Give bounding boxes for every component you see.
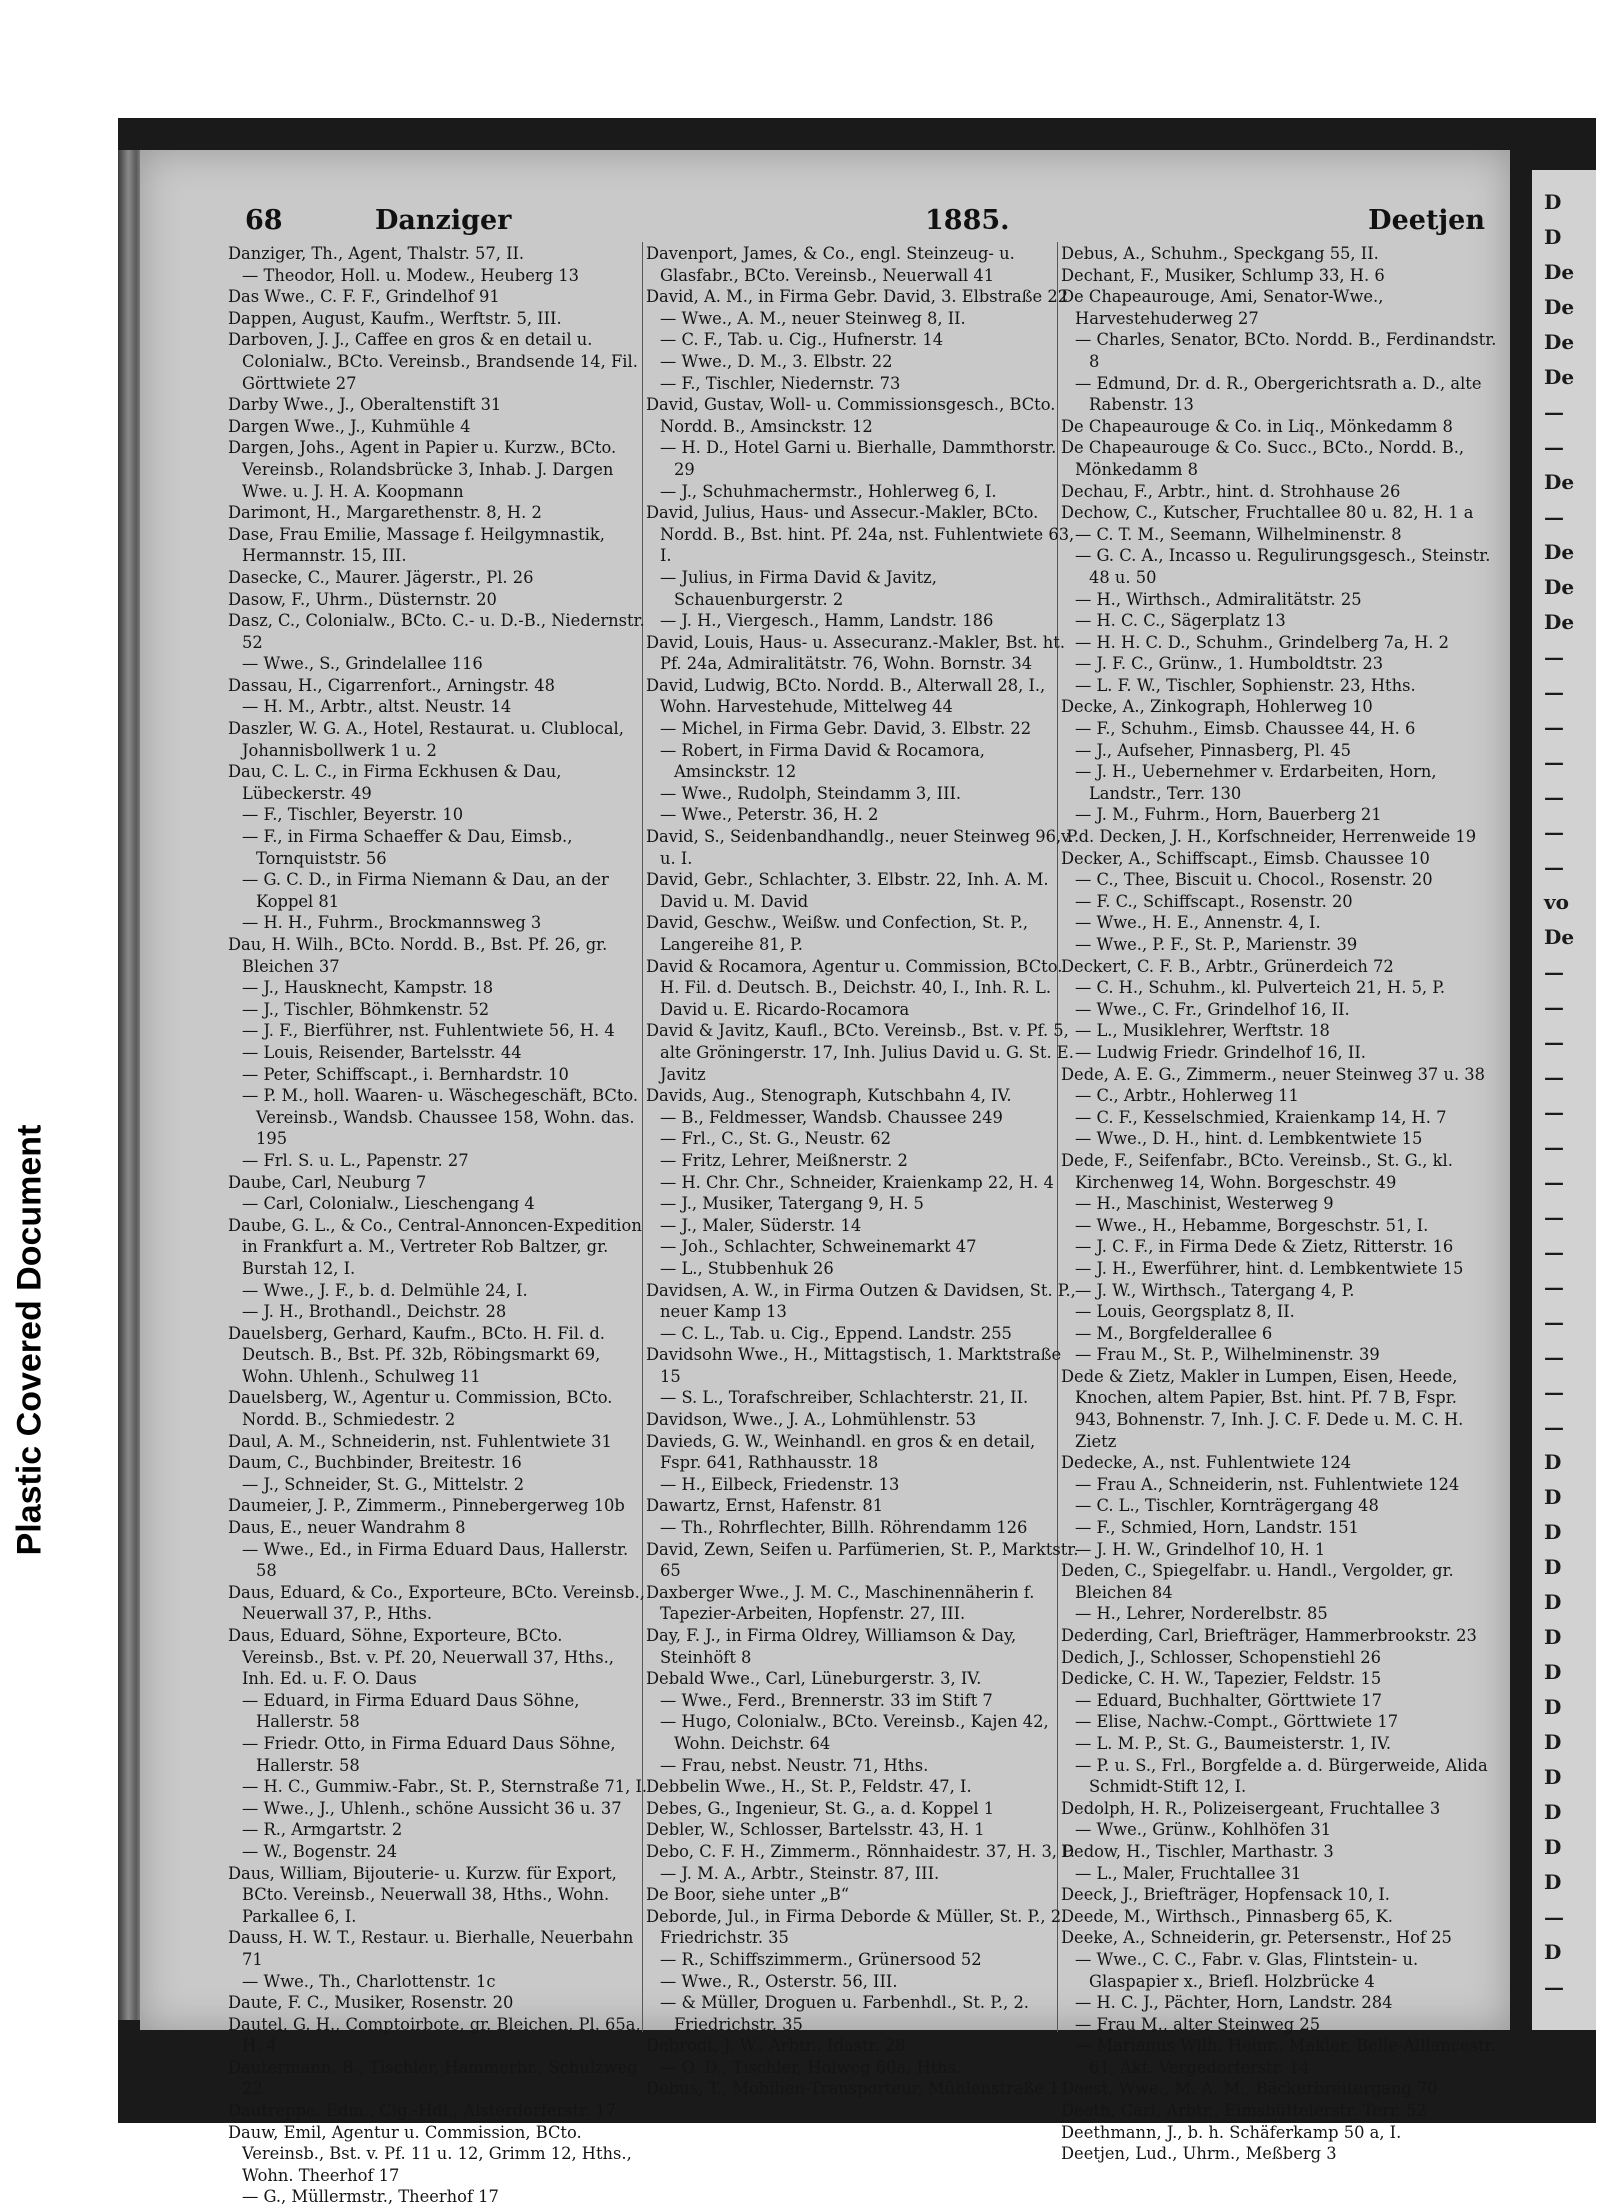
directory-entry: — Eduard, Buchhalter, Görttwiete 17 <box>1075 1690 1383 1710</box>
next-page-fragment: D <box>1544 1485 1562 1509</box>
next-page-fragment: vo <box>1544 890 1569 914</box>
directory-entry: — J. C. F., in Firma Dede & Zietz, Ritterstr. 16 <box>1075 1237 1454 1257</box>
directory-entry: — Wwe., P. F., St. P., Marienstr. 39 <box>1075 935 1358 954</box>
directory-entry: — Marianus Wilh. Heinr., Makler, Belle-Alliancestr. 61, Akt. Vergedorferstr. 14 <box>1075 2036 1496 2077</box>
directory-entry: — B., Feldmesser, Wandsb. Chaussee 249 <box>660 1107 1003 1127</box>
directory-entry: — J., Musiker, Tatergang 9, H. 5 <box>660 1194 924 1214</box>
directory-entry: — Wwe., Rudolph, Steindamm 3, III. <box>660 783 962 803</box>
directory-entry: Daul, A. M., Schneiderin, nst. Fuhlentwiete 31 <box>228 1431 612 1451</box>
next-page-fragment: — <box>1544 1905 1564 1929</box>
directory-entry: Daus, William, Bijouterie- u. Kurzw. für Export, BCto. Vereinsb., Neuerwall 38, Hths., Wohn. Parkallee 6, I. <box>228 1863 617 1926</box>
directory-column-3 <box>1061 243 1497 2165</box>
directory-entry: Davieds, G. W., Weinhandl. en gros & en detail, Fspr. 641, Rathhausstr. 18 <box>646 1431 1036 1473</box>
directory-entry: — Louis, Reisender, Bartelsstr. 44 <box>242 1042 522 1062</box>
directory-entry: — G., Müllermstr., Theerhof 17 <box>242 2187 499 2207</box>
directory-entry: — Wwe., Th., Charlottenstr. 1c <box>242 1971 496 1991</box>
directory-entry: — F. C., Schiffscapt., Rosenstr. 20 <box>1075 891 1353 911</box>
directory-entry: — H., Maschinist, Westerweg 9 <box>1075 1194 1334 1214</box>
directory-entry: — L., Maler, Fruchtallee 31 <box>1075 1863 1302 1883</box>
directory-entry: — Wwe., Peterstr. 36, H. 2 <box>660 805 879 825</box>
directory-entry: — F., Schmied, Horn, Landstr. 151 <box>1075 1518 1359 1538</box>
directory-entry: Debes, G., Ingenieur, St. G., a. d. Koppel 1 <box>646 1798 995 1818</box>
directory-entry: Day, F. J., in Firma Oldrey, Williamson & Day, Steinhöft 8 <box>646 1626 1017 1667</box>
directory-entry: — H. Chr. Chr., Schneider, Kraienkamp 22, H. 4 <box>660 1172 1054 1192</box>
directory-entry: — M., Borgfelderallee 6 <box>1075 1323 1273 1343</box>
header-year: 1885. <box>925 205 1010 236</box>
directory-entry: — J., Tischler, Böhmkenstr. 52 <box>242 999 490 1019</box>
next-page-fragment: D <box>1544 1730 1562 1754</box>
directory-entry: — Frau M., alter Steinweg 25 <box>1075 2014 1321 2034</box>
directory-entry: Dassau, H., Cigarrenfort., Arningstr. 48 <box>228 675 555 695</box>
directory-entry: — H. H. C. D., Schuhm., Grindelberg 7a, H. 2 <box>1075 632 1449 652</box>
directory-entry: Dechow, C., Kutscher, Fruchtallee 80 u. 82, H. 1 a <box>1061 503 1474 523</box>
directory-entry: — Wwe., C. C., Fabr. v. Glas, Flintstein- u. Glaspapier x., Briefl. Holzbrücke 4 <box>1075 1949 1419 1991</box>
directory-entry: Dasow, F., Uhrm., Düsternstr. 20 <box>228 589 497 609</box>
directory-entry: Daus, Eduard, Söhne, Exporteure, BCto. Vereinsb., Bst. v. Pf. 20, Neuerwall 37, Hths., Inh. Ed. u. F. O. Daus <box>228 1626 614 1689</box>
directory-entry: Deetjen, Lud., Uhrm., Meßberg 3 <box>1061 2144 1337 2164</box>
directory-entry: Dechant, F., Musiker, Schlump 33, H. 6 <box>1061 265 1385 285</box>
directory-entry: Dasecke, C., Maurer. Jägerstr., Pl. 26 <box>228 567 534 587</box>
next-page-fragment: D <box>1544 1870 1562 1894</box>
directory-entry: Dautel, G. H., Comptoirbote, gr. Bleichen, Pl. 65a, H. 4 <box>228 2014 641 2056</box>
directory-entry: — J., Hausknecht, Kampstr. 18 <box>242 978 494 998</box>
directory-entry: Deeke, A., Schneiderin, gr. Petersenstr., Hof 25 <box>1061 1928 1452 1948</box>
directory-entry: — C. T. M., Seemann, Wilhelminenstr. 8 <box>1075 524 1402 544</box>
header-left-word: Danziger <box>375 205 512 236</box>
directory-entry: — H., Wirthsch., Admiralitätstr. 25 <box>1075 589 1362 609</box>
directory-entry: Deborde, Jul., in Firma Deborde & Müller, St. P., 2. Friedrichstr. 35 <box>646 1906 1067 1948</box>
directory-page <box>140 150 1510 2207</box>
directory-entry: Davidson, Wwe., J. A., Lohmühlenstr. 53 <box>646 1410 977 1430</box>
directory-entry: De Boor, siehe unter „B“ <box>646 1885 850 1905</box>
directory-entry: — Wwe., S., Grindelallee 116 <box>242 654 483 674</box>
directory-entry: — J. H., Brothandl., Deichstr. 28 <box>242 1302 507 1322</box>
directory-entry: Darboven, J. J., Caffee en gros & en detail u. Colonialw., BCto. Vereinsb., Brandsende 14, Fil. Görttwiete 27 <box>228 330 638 393</box>
next-page-fragment: De <box>1544 540 1575 564</box>
directory-entry: — J. F., Bierführer, nst. Fuhlentwiete 56, H. 4 <box>242 1021 615 1041</box>
directory-entry: Deeck, J., Briefträger, Hopfensack 10, I. <box>1061 1885 1390 1905</box>
directory-entry: — L. F. W., Tischler, Sophienstr. 23, Hths. <box>1075 675 1416 695</box>
directory-entry: — H. C., Gummiw.-Fabr., St. P., Sternstraße 71, I. <box>242 1777 648 1797</box>
directory-entry: Dawartz, Ernst, Hafenstr. 81 <box>646 1496 884 1516</box>
directory-entry: — Theodor, Holl. u. Modew., Heuberg 13 <box>242 265 579 285</box>
next-page-fragment: — <box>1544 715 1564 739</box>
directory-entry: — F., in Firma Schaeffer & Dau, Eimsb., Tornquiststr. 56 <box>242 827 573 868</box>
directory-entry: De Chapeaurouge & Co. in Liq., Mönkedamm 8 <box>1061 416 1453 436</box>
directory-entry: David & Javitz, Kaufl., BCto. Vereinsb., Bst. v. Pf. 5, alte Gröningerstr. 17, Inh. Julius David u. G. St. E. Javitz <box>646 1021 1074 1084</box>
next-page-fragment: — <box>1544 855 1564 879</box>
directory-entry: — Th., Rohrflechter, Billh. Röhrendamm 126 <box>660 1518 1028 1538</box>
next-page-fragment: D <box>1544 1800 1562 1824</box>
next-page-fragment: — <box>1544 1415 1564 1439</box>
directory-entry: De Chapeaurouge, Ami, Senator-Wwe., Harvestehuderweg 27 <box>1061 287 1384 328</box>
directory-entry: — P. u. S., Frl., Borgfelde a. d. Bürgerweide, Alida Schmidt-Stift 12, I. <box>1075 1755 1488 1797</box>
directory-entry: — Frau A., Schneiderin, nst. Fuhlentwiete 124 <box>1075 1474 1460 1494</box>
directory-entry: David, Geschw., Weißw. und Confection, St. P., Langereihe 81, P. <box>646 913 1029 954</box>
directory-entry: Daute, F. C., Musiker, Rosenstr. 20 <box>228 1993 514 2013</box>
side-label <box>0 1060 60 1620</box>
directory-entry: Dauelsberg, W., Agentur u. Commission, BCto. Nordd. B., Schmiedestr. 2 <box>228 1388 613 1430</box>
next-page-fragment: De <box>1544 295 1575 319</box>
directory-entry: Daszler, W. G. A., Hotel, Restaurat. u. Clublocal, Johannisbollwerk 1 u. 2 <box>228 719 624 760</box>
directory-entry: — Carl, Colonialw., Lieschengang 4 <box>242 1194 535 1214</box>
directory-entry: — Wwe., Ed., in Firma Eduard Daus, Hallerstr. 58 <box>242 1539 629 1581</box>
next-page-fragment: D <box>1544 1520 1562 1544</box>
directory-entry: — Wwe., J. F., b. d. Delmühle 24, I. <box>242 1280 528 1300</box>
directory-entry: Dasz, C., Colonialw., BCto. C.- u. D.-B., Niedernstr. 52 <box>228 611 645 652</box>
directory-entry: David, Gebr., Schlachter, 3. Elbstr. 22, Inh. A. M. David u. M. David <box>646 870 1049 911</box>
directory-entry: Dautreppe, Edm., Cig.-Hdl., Alsterdorferstr. 17 <box>228 2101 617 2121</box>
directory-entry: Decke, A., Zinkograph, Hohlerweg 10 <box>1061 697 1373 717</box>
directory-entry: — L. M. P., St. G., Baumeisterstr. 1, IV. <box>1075 1733 1392 1753</box>
directory-entry: David, Louis, Haus- u. Assecuranz.-Makler, Bst. ht. Pf. 24a, Admiralitätstr. 76, Wohn. Bornstr. 34 <box>646 632 1065 674</box>
directory-entry: — Wwe., D. M., 3. Elbstr. 22 <box>660 351 893 371</box>
directory-entry: Debald Wwe., Carl, Lüneburgerstr. 3, IV. <box>646 1669 982 1689</box>
directory-entry: — Frau, nebst. Neustr. 71, Hths. <box>660 1755 929 1775</box>
directory-entry: Daube, G. L., & Co., Central-Annoncen-Expedition in Frankfurt a. M., Vertreter Rob Baltzer, gr. Burstah 12, I. <box>228 1215 642 1278</box>
next-page-fragment: — <box>1544 995 1564 1019</box>
directory-entry: — H. D., Hotel Garni u. Bierhalle, Dammthorstr. 29 <box>660 438 1057 479</box>
next-page-fragment: De <box>1544 925 1575 949</box>
directory-entry: — C. L., Tischler, Kornträgergang 48 <box>1075 1496 1379 1516</box>
directory-entry: David, A. M., in Firma Gebr. David, 3. Elbstraße 22 <box>646 287 1069 307</box>
directory-entry: David, Ludwig, BCto. Nordd. B., Alterwall 28, I., Wohn. Harvestehude, Mittelweg 44 <box>646 675 1046 717</box>
next-page-fragment: D <box>1544 225 1562 249</box>
directory-entry: Dargen Wwe., J., Kuhmühle 4 <box>228 416 471 436</box>
directory-entry: David, Julius, Haus- und Assecur.-Makler, BCto. Nordd. B., Bst. hint. Pf. 24a, nst. Fuhlentwiete 63, I. <box>646 503 1075 566</box>
directory-entry: Daumeier, J. P., Zimmerm., Pinnebergerweg 10b <box>228 1496 625 1516</box>
directory-entry: Dede, F., Seifenfabr., BCto. Vereinsb., St. G., kl. Kirchenweg 14, Wohn. Borgeschstr. 49 <box>1061 1150 1453 1192</box>
directory-entry: Dedich, J., Schlosser, Schopenstiehl 26 <box>1061 1647 1381 1667</box>
directory-entry: — J. M. A., Arbtr., Steinstr. 87, III. <box>660 1863 940 1883</box>
directory-entry: Dauw, Emil, Agentur u. Commission, BCto. Vereinsb., Bst. v. Pf. 11 u. 12, Grimm 12, Hths., Wohn. Theerhof 17 <box>228 2122 632 2185</box>
directory-entry: — L., Musiklehrer, Werftstr. 18 <box>1075 1021 1330 1041</box>
next-page-fragment: D <box>1544 190 1562 214</box>
directory-entry: David & Rocamora, Agentur u. Commission, BCto. H. Fil. d. Deutsch. B., Deichstr. 40, I., Inh. R. L. David u. E. Ricardo-Rocamora <box>646 956 1063 1019</box>
directory-entry: Danziger, Th., Agent, Thalstr. 57, II. <box>228 244 525 263</box>
directory-entry: Dedicke, C. H. W., Tapezier, Feldstr. 15 <box>1061 1669 1382 1689</box>
directory-entry: Das Wwe., C. F. F., Grindelhof 91 <box>228 287 500 307</box>
directory-entry: — Fritz, Lehrer, Meißnerstr. 2 <box>660 1150 908 1170</box>
next-page-fragment: — <box>1544 820 1564 844</box>
directory-entry: — H. C. C., Sägerplatz 13 <box>1075 611 1286 631</box>
directory-entry: — J. F. C., Grünw., 1. Humboldtstr. 23 <box>1075 654 1384 674</box>
directory-entry: David, S., Seidenbandhandlg., neuer Steinweg 96, P. u. I. <box>646 827 1080 868</box>
directory-entry: — Joh., Schlachter, Schweinemarkt 47 <box>660 1237 977 1257</box>
directory-entry: — C. F., Kesselschmied, Kraienkamp 14, H. 7 <box>1075 1107 1447 1127</box>
directory-entry: — Eduard, in Firma Eduard Daus Söhne, Hallerstr. 58 <box>242 1690 580 1732</box>
next-page-fragment: — <box>1544 1170 1564 1194</box>
next-page-fragment: — <box>1544 645 1564 669</box>
directory-entry: Davidsohn Wwe., H., Mittagstisch, 1. Marktstraße 15 <box>646 1345 1062 1386</box>
directory-entry: — Wwe., J., Uhlenh., schöne Aussicht 36 u. 37 <box>242 1798 622 1818</box>
directory-entry: David, Zewn, Seifen u. Parfümerien, St. P., Marktstr. 65 <box>646 1539 1079 1581</box>
next-page-fragment: De <box>1544 610 1575 634</box>
directory-entry: Deethmann, J., b. h. Schäferkamp 50 a, I. <box>1061 2122 1402 2142</box>
directory-entry: — H., Eilbeck, Friedenstr. 13 <box>660 1474 900 1494</box>
directory-entry: Daus, Eduard, & Co., Exporteure, BCto. Vereinsb., Neuerwall 37, P., Hths. <box>228 1582 645 1624</box>
directory-entry: — Frl. S. u. L., Papenstr. 27 <box>242 1150 469 1170</box>
next-page-fragment: — <box>1544 785 1564 809</box>
directory-entry: — G. C. D., in Firma Niemann & Dau, an der Koppel 81 <box>242 870 609 911</box>
directory-entry: — Wwe., Grünw., Kohlhöfen 31 <box>1075 1820 1332 1840</box>
directory-column-2 <box>646 243 1080 2100</box>
directory-entry: — J. H., Ewerführer, hint. d. Lembkentwiete 15 <box>1075 1258 1464 1278</box>
directory-entry: — Friedr. Otto, in Firma Eduard Daus Söhne, Hallerstr. 58 <box>242 1733 616 1775</box>
directory-entry: — H., Lehrer, Norderelbstr. 85 <box>1075 1604 1328 1624</box>
next-page-fragment: — <box>1544 400 1564 424</box>
directory-entry: Dauelsberg, Gerhard, Kaufm., BCto. H. Fil. d. Deutsch. B., Bst. Pf. 32b, Röbingsmarkt 69, Wohn. Uhlenh., Schulweg 11 <box>228 1323 605 1386</box>
next-page-fragment: — <box>1544 680 1564 704</box>
next-page-fragment: — <box>1544 1310 1564 1334</box>
directory-entry: Deeth, Carl, Arbtr., Eimsbüttelerstr. Terr. 52 <box>1061 2101 1427 2121</box>
directory-entry: Dase, Frau Emilie, Massage f. Heilgymnastik, Hermannstr. 15, III. <box>228 524 605 566</box>
directory-entry: — J. H., Uebernehmer v. Erdarbeiten, Horn, Landstr., Terr. 130 <box>1075 762 1437 803</box>
directory-entry: — J., Maler, Süderstr. 14 <box>660 1215 862 1235</box>
directory-entry: Dautermann, B., Tischler, Hammerbr., Schulzweg 22 <box>228 2057 638 2099</box>
directory-entry: — C. L., Tab. u. Cig., Eppend. Landstr. 255 <box>660 1323 1012 1343</box>
next-page-fragment: De <box>1544 330 1575 354</box>
directory-entry: — Hugo, Colonialw., BCto. Vereinsb., Kajen 42, Wohn. Deichstr. 64 <box>660 1712 1049 1753</box>
directory-entry: — Wwe., C. Fr., Grindelhof 16, II. <box>1075 999 1350 1019</box>
next-page-fragment: — <box>1544 435 1564 459</box>
next-page-fragment: D <box>1544 1590 1562 1614</box>
next-page-fragment: D <box>1544 1695 1562 1719</box>
next-page-fragment: De <box>1544 575 1575 599</box>
directory-entry: Deckert, C. F. B., Arbtr., Grünerdeich 72 <box>1061 956 1394 976</box>
directory-entry: — Wwe., A. M., neuer Steinweg 8, II. <box>660 308 966 328</box>
directory-entry: — O. D., Tischler, Holweg 60a, Hths. <box>660 2057 962 2077</box>
directory-entry: Dau, H. Wilh., BCto. Nordd. B., Bst. Pf. 26, gr. Bleichen 37 <box>228 935 608 976</box>
next-page-fragment: — <box>1544 1975 1564 1999</box>
directory-entry: — J. W., Wirthsch., Tatergang 4, P. <box>1075 1280 1355 1300</box>
directory-entry: — W., Bogenstr. 24 <box>242 1841 398 1861</box>
directory-entry: — C. F., Tab. u. Cig., Hufnerstr. 14 <box>660 330 944 350</box>
directory-entry: — Elise, Nachw.-Compt., Görttwiete 17 <box>1075 1712 1399 1732</box>
directory-entry: Debo, C. F. H., Zimmerm., Rönnhaidestr. 37, H. 3, P. <box>646 1841 1075 1861</box>
directory-entry: Deest, Wwe., M. A. M., Bäckerbreitergang 70 <box>1061 2079 1438 2099</box>
directory-entry: Daube, Carl, Neuburg 7 <box>228 1172 427 1192</box>
next-page-edge <box>1532 170 1596 2030</box>
next-page-fragment: — <box>1544 1030 1564 1054</box>
directory-entry: — H. M., Arbtr., altst. Neustr. 14 <box>242 697 512 717</box>
next-page-fragment: De <box>1544 260 1575 284</box>
directory-entry: Dedow, H., Tischler, Marthastr. 3 <box>1061 1841 1334 1861</box>
directory-entry: Darby Wwe., J., Oberaltenstift 31 <box>228 395 502 415</box>
directory-entry: Debler, W., Schlosser, Bartelsstr. 43, H. 1 <box>646 1820 985 1840</box>
directory-entry: — R., Armgartstr. 2 <box>242 1820 403 1840</box>
directory-entry: Debbelin Wwe., H., St. P., Feldstr. 47, I. <box>646 1777 972 1797</box>
directory-entry: Davidsen, A. W., in Firma Outzen & Davidsen, St. P., neuer Kamp 13 <box>646 1280 1076 1322</box>
directory-entry: Dechau, F., Arbtr., hint. d. Strohhause 26 <box>1061 481 1401 501</box>
directory-entry: — Louis, Georgsplatz 8, II. <box>1075 1302 1295 1322</box>
directory-entry: Dedolph, H. R., Polizeisergeant, Fruchtallee 3 <box>1061 1798 1441 1818</box>
directory-entry: — C., Thee, Biscuit u. Chocol., Rosenstr. 20 <box>1075 870 1433 890</box>
next-page-fragment: D <box>1544 1450 1562 1474</box>
directory-entry: — Peter, Schiffscapt., i. Bernhardstr. 10 <box>242 1064 569 1084</box>
directory-entry: Debus, A., Schuhm., Speckgang 55, II. <box>1061 244 1379 263</box>
directory-entry: Debrodt, J. W., Arbtr., Idastr. 28 <box>646 2036 906 2056</box>
directory-entry: David, Gustav, Woll- u. Commissionsgesch., BCto. Nordd. B., Amsinckstr. 12 <box>646 395 1056 436</box>
directory-entry: — Edmund, Dr. d. R., Obergerichtsrath a. D., alte Rabenstr. 13 <box>1075 373 1482 415</box>
directory-entry: — J., Schneider, St. G., Mittelstr. 2 <box>242 1474 525 1494</box>
next-page-fragment: D <box>1544 1660 1562 1684</box>
directory-entry: Dederding, Carl, Briefträger, Hammerbrookstr. 23 <box>1061 1626 1477 1645</box>
directory-column-1 <box>228 243 648 2208</box>
next-page-fragment: D <box>1544 1555 1562 1579</box>
directory-entry: — Frl., C., St. G., Neustr. 62 <box>660 1129 891 1149</box>
next-page-fragment: — <box>1544 1065 1564 1089</box>
page-number: 68 <box>245 205 283 236</box>
directory-entry: — Charles, Senator, BCto. Nordd. B., Ferdinandstr. 8 <box>1075 330 1497 371</box>
directory-entry: Daum, C., Buchbinder, Breitestr. 16 <box>228 1453 522 1473</box>
next-page-fragment: — <box>1544 1345 1564 1369</box>
directory-entry: Deden, C., Spiegelfabr. u. Handl., Vergolder, gr. Bleichen 84 <box>1061 1561 1454 1602</box>
directory-entry: Davids, Aug., Stenograph, Kutschbahn 4, IV. <box>646 1086 1012 1106</box>
directory-entry: — G. C. A., Incasso u. Regulirungsgesch., Steinstr. 48 u. 50 <box>1075 546 1491 587</box>
directory-entry: — Wwe., Ferd., Brennerstr. 33 im Stift 7 <box>660 1690 993 1710</box>
next-page-fragment: — <box>1544 505 1564 529</box>
directory-entry: — F., Tischler, Beyerstr. 10 <box>242 805 464 825</box>
next-page-fragment: De <box>1544 470 1575 494</box>
next-page-fragment: D <box>1544 1940 1562 1964</box>
directory-entry: — S. L., Torafschreiber, Schlachterstr. 21, II. <box>660 1388 1029 1408</box>
directory-entry: Dede, A. E. G., Zimmerm., neuer Steinweg 37 u. 38 <box>1061 1064 1486 1084</box>
directory-entry: Dauss, H. W. T., Restaur. u. Bierhalle, Neuerbahn 71 <box>228 1928 634 1969</box>
next-page-fragment: — <box>1544 1205 1564 1229</box>
directory-entry: — L., Stubbenhuk 26 <box>660 1258 834 1278</box>
next-page-fragment: — <box>1544 960 1564 984</box>
directory-entry: — C. H., Schuhm., kl. Pulverteich 21, H. 5, P. <box>1075 978 1446 998</box>
side-label-text: Plastic Covered Document <box>10 1124 49 1556</box>
next-page-fragment: D <box>1544 1835 1562 1859</box>
directory-entry: — H. C. J., Pächter, Horn, Landstr. 284 <box>1075 1993 1393 2013</box>
directory-entry: — J., Schuhmachermstr., Hohlerweg 6, I. <box>660 481 997 501</box>
directory-entry: De Chapeaurouge & Co. Succ., BCto., Nordd. B., Mönkedamm 8 <box>1061 438 1465 479</box>
directory-entry: Debus, T., Mobilien-Transporteur, Mühlenstraße 11 <box>646 2079 1070 2099</box>
directory-entry: Dedecke, A., nst. Fuhlentwiete 124 <box>1061 1453 1352 1473</box>
directory-entry: — Frau M., St. P., Wilhelminenstr. 39 <box>1075 1345 1380 1365</box>
directory-entry: — Wwe., D. H., hint. d. Lembkentwiete 15 <box>1075 1129 1423 1149</box>
directory-entry: Deede, M., Wirthsch., Pinnasberg 65, K. <box>1061 1906 1393 1926</box>
directory-entry: v. d. Decken, J. H., Korfschneider, Herrenweide 19 <box>1061 827 1477 847</box>
next-page-fragment: — <box>1544 750 1564 774</box>
directory-entry: — P. M., holl. Waaren- u. Wäschegeschäft, BCto. Vereinsb., Wandsb. Chaussee 158, Wohn. das. 195 <box>242 1086 639 1149</box>
directory-entry: — Ludwig Friedr. Grindelhof 16, II. <box>1075 1042 1366 1062</box>
directory-entry: Daxberger Wwe., J. M. C., Maschinennäherin f. Tapezier-Arbeiten, Hopfenstr. 27, III. <box>646 1582 1035 1624</box>
next-page-fragment: De <box>1544 365 1575 389</box>
next-page-fragment: — <box>1544 1380 1564 1404</box>
directory-entry: — Wwe., H. E., Annenstr. 4, I. <box>1075 913 1321 933</box>
directory-entry: — F., Schuhm., Eimsb. Chaussee 44, H. 6 <box>1075 719 1416 739</box>
next-page-fragment: — <box>1544 1100 1564 1124</box>
directory-entry: Decker, A., Schiffscapt., Eimsb. Chaussee 10 <box>1061 848 1430 868</box>
directory-entry: — H. H., Fuhrm., Brockmannsweg 3 <box>242 913 542 933</box>
next-page-fragment: D <box>1544 1625 1562 1649</box>
directory-entry: — C., Arbtr., Hohlerweg 11 <box>1075 1086 1299 1106</box>
page-header <box>245 205 1505 239</box>
directory-entry: — Wwe., R., Osterstr. 56, III. <box>660 1971 898 1991</box>
directory-entry: — J. H., Viergesch., Hamm, Landstr. 186 <box>660 611 994 631</box>
directory-entry: Dappen, August, Kaufm., Werftstr. 5, III. <box>228 308 562 328</box>
directory-entry: — Wwe., H., Hebamme, Borgeschstr. 51, I. <box>1075 1215 1429 1235</box>
directory-entry: — R., Schiffszimmerm., Grünersood 52 <box>660 1949 982 1969</box>
directory-entry: Dede & Zietz, Makler in Lumpen, Eisen, Heede, Knochen, altem Papier, Bst. hint. Pf. 7 B, Fspr. 943, Bohnenstr. 7, Inh. J. C. F. Dede u. M. C. H. Zietz <box>1061 1366 1464 1451</box>
directory-entry: — F., Tischler, Niedernstr. 73 <box>660 373 901 393</box>
directory-entry: — Julius, in Firma David & Javitz, Schauenburgerstr. 2 <box>660 567 937 609</box>
directory-entry: — J., Aufseher, Pinnasberg, Pl. 45 <box>1075 740 1352 760</box>
directory-entry: — & Müller, Droguen u. Farbenhdl., St. P., 2. Friedrichstr. 35 <box>660 1993 1029 2034</box>
directory-entry: — J. H. W., Grindelhof 10, H. 1 <box>1075 1539 1326 1559</box>
directory-entry: — Michel, in Firma Gebr. David, 3. Elbstr. 22 <box>660 719 1032 739</box>
directory-entry: Darimont, H., Margarethenstr. 8, H. 2 <box>228 503 542 523</box>
directory-entry: Dau, C. L. C., in Firma Eckhusen & Dau, Lübeckerstr. 49 <box>228 762 562 803</box>
next-page-fragment: — <box>1544 1275 1564 1299</box>
directory-entry: — Robert, in Firma David & Rocamora, Amsinckstr. 12 <box>660 740 985 782</box>
directory-entry: Daus, E., neuer Wandrahm 8 <box>228 1518 466 1538</box>
directory-entry: — J. M., Fuhrm., Horn, Bauerberg 21 <box>1075 805 1382 825</box>
directory-entry: Davenport, James, & Co., engl. Steinzeug- u. Glasfabr., BCto. Vereinsb., Neuerwall 41 <box>646 244 1015 285</box>
next-page-fragment: — <box>1544 1240 1564 1264</box>
next-page-fragment: D <box>1544 1765 1562 1789</box>
next-page-fragment: — <box>1544 1135 1564 1159</box>
directory-entry: Dargen, Johs., Agent in Papier u. Kurzw., BCto. Vereinsb., Rolandsbrücke 3, Inhab. J. Dargen Wwe. u. J. H. A. Koopmann <box>228 438 617 501</box>
header-right-word: Deetjen <box>1368 205 1485 236</box>
